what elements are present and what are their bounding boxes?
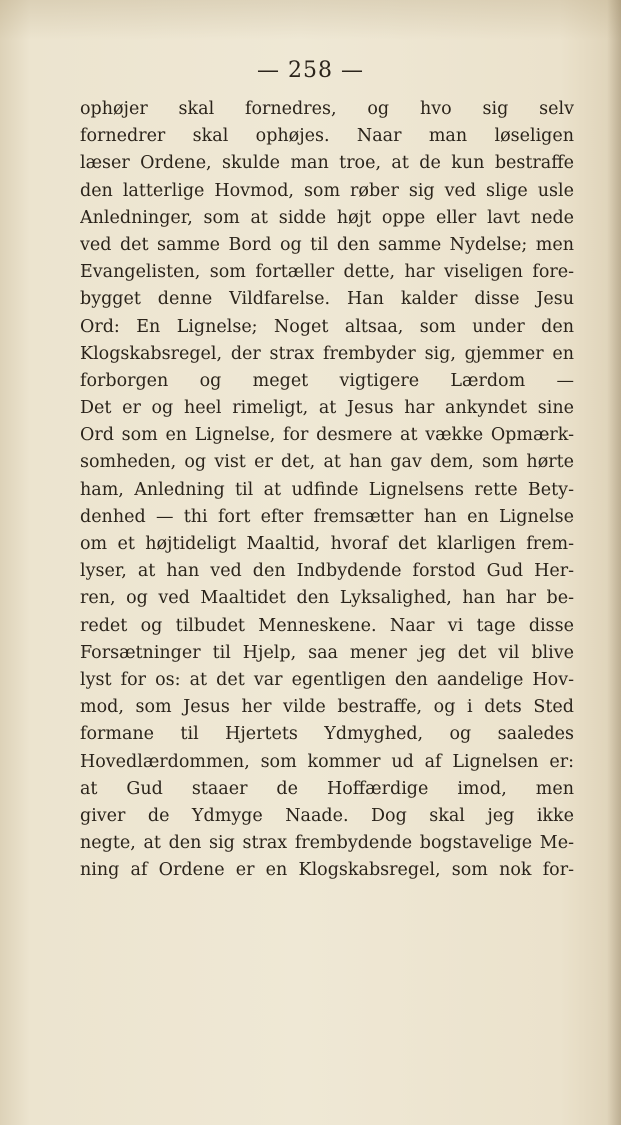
- text-line: formane til Hjertets Ydmyghed, og saaledes: [80, 724, 574, 745]
- text-line: at Gud staaer de Hoffærdige imod, men: [80, 778, 574, 799]
- text-line: Forsætninger til Hjelp, saa mener jeg det vil blive: [80, 642, 574, 663]
- text-line: denhed — thi fort efter fremsætter han en Lignelse: [80, 506, 574, 527]
- text-line: Det er og heel rimeligt, at Jesus har ankyndet sine: [80, 398, 574, 419]
- text-line: Evangelisten, som fortæller dette, har viseligen fore-: [80, 262, 574, 283]
- text-line: ham, Anledning til at udfinde Lignelsens rette Bety-: [80, 479, 574, 500]
- text-line: ning af Ordene er en Klogskabsregel, som nok for-: [80, 860, 574, 881]
- text-line: om et højtideligt Maaltid, hvoraf det klarligen frem-: [80, 534, 574, 554]
- text-line: bygget denne Vildfarelse. Han kalder disse Jesu: [80, 289, 574, 310]
- text-line: redet og tilbudet Menneskene. Naar vi tage disse: [80, 615, 574, 636]
- text-line: somheden, og vist er det, at han gav dem, som hørte: [80, 452, 574, 473]
- text-line: giver de Ydmyge Naade. Dog skal jeg ikke: [80, 805, 574, 826]
- spine-shadow: [607, 0, 621, 1125]
- text-line: negte, at den sig strax frembydende bogstavelige Me-: [80, 833, 574, 854]
- text-line: den latterlige Hovmod, som røber sig ved slige usle: [80, 180, 574, 201]
- text-line: ophøjer skal fornedres, og hvo sig selv: [80, 99, 574, 119]
- text-line: lyst for os: at det var egentligen den aandelige Hov-: [80, 669, 574, 690]
- text-line: lyser, at han ved den Indbydende forstod Gud Her-: [80, 561, 574, 582]
- page-number: — 258 —: [257, 58, 364, 83]
- text-line: Anledninger, som at sidde højt oppe eller lavt nede: [80, 207, 574, 228]
- text-line: mod, som Jesus her vilde bestraffe, og i dets Sted: [80, 697, 574, 718]
- body-text: [80, 96, 574, 884]
- text-line: fornedrer skal ophøjes. Naar man løseligen: [80, 126, 574, 147]
- text-line: Hovedlærdommen, som kommer ud af Lignelsen er:: [80, 751, 574, 772]
- text-line: forborgen og meget vigtigere Lærdom —: [80, 370, 574, 391]
- text-line: læser Ordene, skulde man troe, at de kun bestraffe: [80, 153, 574, 174]
- text-line: ren, og ved Maaltidet den Lyksalighed, han har be-: [80, 588, 574, 609]
- text-line: Klogskabsregel, der strax frembyder sig, gjemmer en: [80, 343, 574, 364]
- text-line: ved det samme Bord og til den samme Nydelse; men: [80, 234, 574, 255]
- text-line: Ord: En Lignelse; Noget altsaa, som under den: [80, 316, 574, 337]
- page-stain: [0, 0, 621, 40]
- text-line: Ord som en Lignelse, for desmere at vække Opmærk-: [80, 425, 574, 446]
